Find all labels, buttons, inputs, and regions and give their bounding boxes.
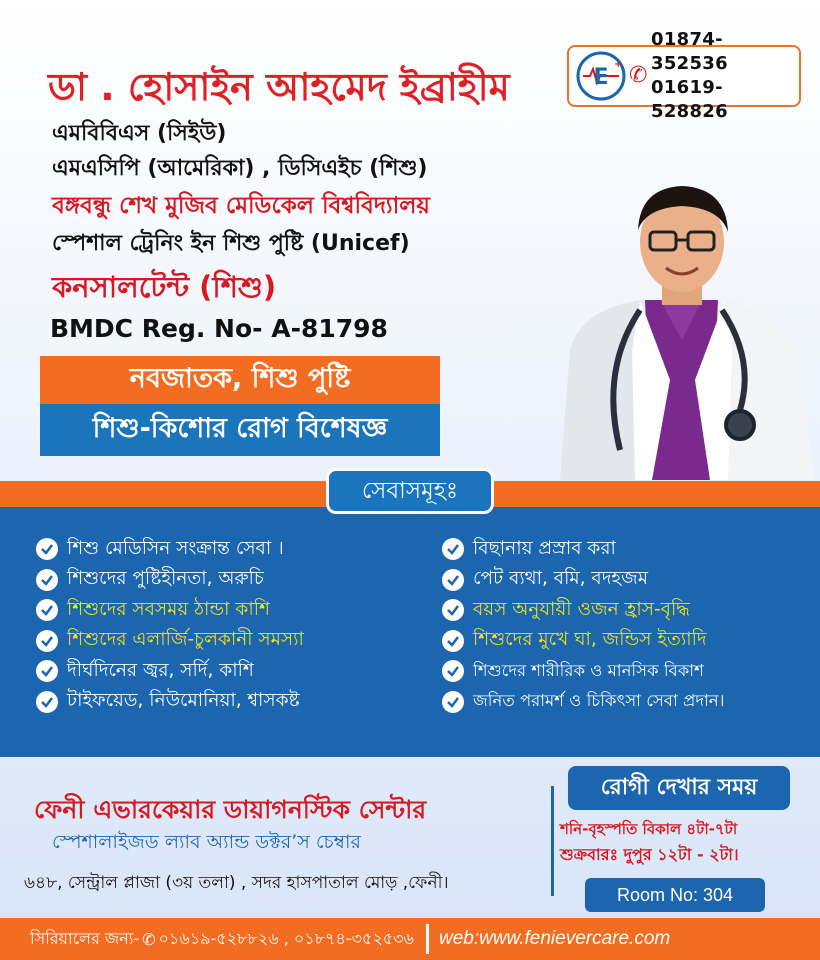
- check-icon: [36, 538, 58, 560]
- service-text: শিশুদের পুষ্টিহীনতা, অরুচি: [67, 568, 264, 590]
- check-icon: [36, 691, 58, 713]
- svg-text:+: +: [614, 59, 623, 70]
- phone-number[interactable]: 01619-528826: [651, 77, 728, 122]
- check-icon: [442, 599, 464, 621]
- service-item: [36, 656, 304, 687]
- service-item: [36, 534, 304, 565]
- svg-text:E: E: [593, 65, 609, 90]
- check-icon: [442, 538, 464, 560]
- phone-icon: ✆: [629, 63, 648, 88]
- service-text: শিশুদের মুখে ঘা, জন্ডিস ইত্যাদি: [473, 629, 707, 651]
- footer-bar: [0, 918, 820, 960]
- service-text: টাইফয়েড, নিউমোনিয়া, শ্বাসকষ্ট: [67, 690, 300, 712]
- service-item: [442, 595, 725, 626]
- designation: কনসালটেন্ট (শিশু): [52, 270, 277, 304]
- check-icon: [442, 630, 464, 652]
- special-training: স্পেশাল ট্রেনিং ইন শিশু পুষ্টি (Unicef): [52, 231, 410, 256]
- service-item: [442, 687, 725, 718]
- check-icon: [36, 599, 58, 621]
- specialty-primary: নবজাতক, শিশু পুষ্টি: [40, 356, 440, 404]
- service-item: [442, 565, 725, 596]
- clinic-address: ৬৪৮, সেন্ট্রাল প্লাজা (৩য় তলা) , সদর হাসপাতাল মোড় ,ফেনী।: [24, 873, 449, 893]
- service-text: শিশুদের শারীরিক ও মানসিক বিকাশ: [473, 660, 704, 680]
- check-icon: [442, 691, 464, 713]
- check-icon: [36, 630, 58, 652]
- vertical-divider: [551, 786, 554, 896]
- bmdc-reg-number: BMDC Reg. No- A-81798: [50, 314, 388, 343]
- check-icon: [442, 569, 464, 591]
- serial-phone-numbers[interactable]: ০১৬১৯-৫২৮৮২৬ , ০১৮৭৪-৩৫২৫৩৬: [158, 928, 414, 948]
- serial-label: সিরিয়ালের জন্য-: [30, 928, 140, 948]
- check-icon: [36, 569, 58, 591]
- doctor-name: ডা . হোসাইন আহমেদ ইব্রাহীম: [48, 65, 510, 109]
- service-item: [36, 687, 304, 718]
- service-text: শিশুদের সবসময় ঠান্ডা কাশি: [67, 598, 270, 620]
- phone-numbers: [651, 28, 799, 124]
- room-number: Room No: 304: [585, 878, 765, 912]
- service-text: জনিত পরামর্শ ও চিকিৎসা সেবা প্রদান।: [473, 691, 725, 711]
- service-text: শিশু মেডিসিন সংক্রান্ত সেবা ।: [67, 537, 284, 559]
- service-text: বিছানায় প্রস্রাব করা: [473, 537, 616, 559]
- visiting-hours-title: রোগী দেখার সময়: [568, 766, 790, 810]
- phone-number[interactable]: 01874-352536: [651, 29, 728, 74]
- services-title: সেবাসমূহঃ: [326, 468, 494, 514]
- services-list-right: [442, 534, 725, 717]
- service-item: [36, 626, 304, 657]
- service-text: দীর্ঘদিনের জ্বর, সর্দি, কাশি: [67, 659, 254, 681]
- service-item: [36, 565, 304, 596]
- service-item: [442, 656, 725, 687]
- service-item: [442, 534, 725, 565]
- credential-mbbs: এমবিবিএস (সিইউ): [52, 121, 227, 146]
- website-link[interactable]: web:www.fenievercare.com: [438, 928, 671, 949]
- services-list-left: [36, 534, 304, 717]
- doctor-photo: [540, 150, 820, 480]
- service-item: [36, 595, 304, 626]
- clinic-subtitle: স্পেশালাইজড ল্যাব অ্যান্ড ডক্টর’স চেম্বার: [52, 831, 361, 853]
- credential-macp: এমএসিপি (আমেরিকা) , ডিসিএইচ (শিশু): [52, 156, 428, 181]
- service-text: পেট ব্যথা, বমি, বদহজম: [473, 568, 648, 590]
- service-text: শিশুদের এলার্জি-চুলকানী সমস্যা: [67, 629, 304, 651]
- check-icon: [442, 660, 464, 682]
- footer-divider: [426, 924, 429, 954]
- service-item: [442, 626, 725, 657]
- university-name: বঙ্গবন্ধু শেখ মুজিব মেডিকেল বিশ্ববিদ্যালয়: [52, 193, 430, 219]
- phone-icon: ✆: [142, 929, 156, 949]
- check-icon: [36, 660, 58, 682]
- visiting-hours-weekdays: শনি-বৃহস্পতি বিকাল ৪টা-৭টা: [560, 820, 738, 838]
- evercare-logo-icon: [575, 50, 627, 102]
- clinic-name: ফেনী এভারকেয়ার ডায়াগনস্টিক সেন্টার: [34, 795, 427, 824]
- visiting-hours-friday: শুক্রবারঃ দুপুর ১২টা - ২টা।: [560, 845, 739, 864]
- contact-box: [567, 29, 801, 122]
- service-text: বয়স অনুযায়ী ওজন হ্রাস-বৃদ্ধি: [473, 598, 690, 620]
- specialty-secondary: শিশু-কিশোর রোগ বিশেষজ্ঞ: [40, 404, 440, 456]
